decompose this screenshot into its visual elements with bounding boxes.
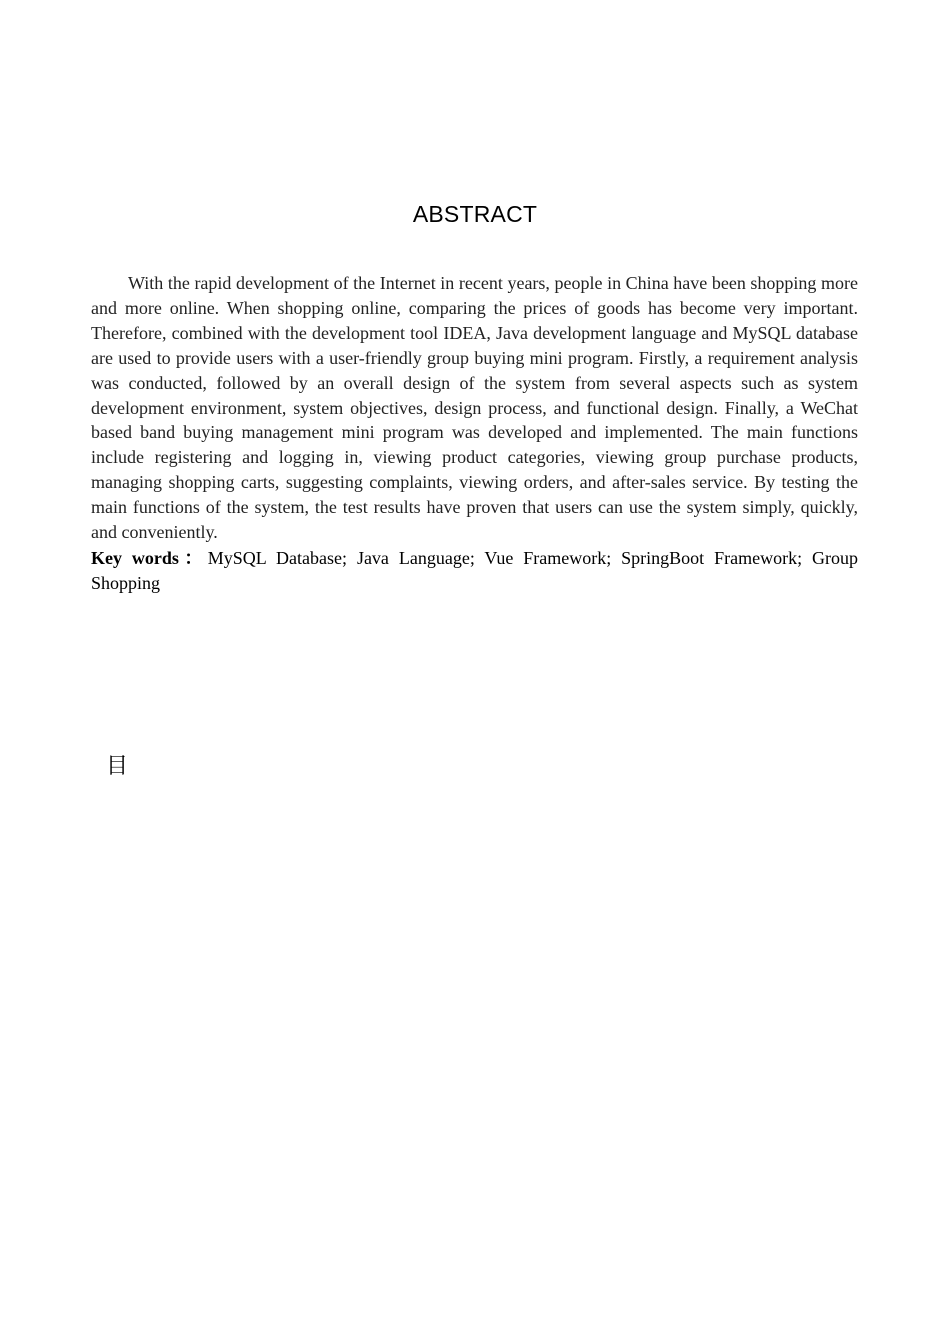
keywords-label: Key words： bbox=[91, 548, 208, 568]
toc-heading: 目 bbox=[106, 754, 129, 779]
abstract-body: With the rapid development of the Internet in recent years, people in China have been shopping more and more online. When shopping online, comparing the prices of goods has become very important. Therefore, combined with the development tool IDEA, Java development language and MySQL database are used to provide users with a user-friendly group buying mini program. Firstly, a requirement analysis was conducted, followed by an overall design of the system from several aspects such as system development environment, system objectives, design process, and functional design. Finally, a WeChat based band buying management mini program was developed and implemented. The main functions include registering and logging in, viewing product categories, viewing group purchase products, managing shopping carts, suggesting complaints, viewing orders, and after-sales service. By testing the main functions of the system, the test results have proven that users can use the system simply, quickly, and conveniently. bbox=[91, 273, 858, 543]
keywords-text: MySQL Database; Java Language; Vue Framework; SpringBoot Framework; Group Shopping bbox=[91, 548, 858, 593]
abstract-title: ABSTRACT bbox=[412, 201, 538, 227]
keywords-line bbox=[91, 546, 858, 596]
